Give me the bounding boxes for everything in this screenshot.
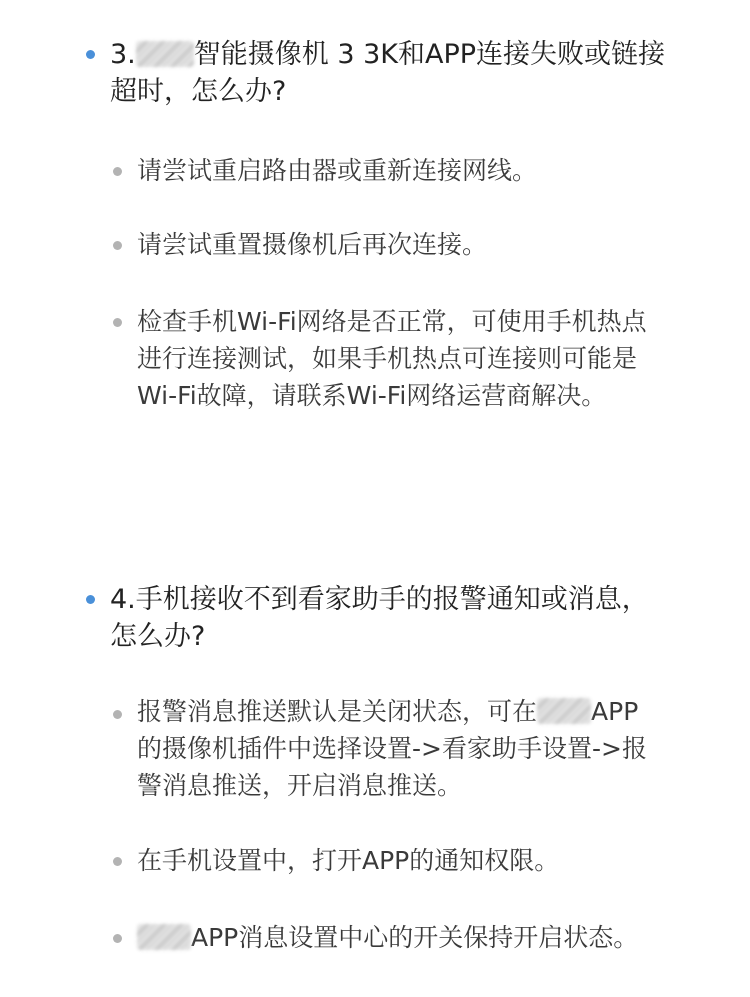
question-bullet-icon bbox=[86, 595, 95, 604]
question-3-number: 3. bbox=[110, 39, 136, 70]
answer-bullet-icon bbox=[113, 710, 122, 719]
answer-bullet-icon bbox=[113, 857, 122, 866]
answer-4-3: APP消息设置中心的开关保持开启状态。 bbox=[137, 919, 657, 956]
answer-4-2: 在手机设置中，打开APP的通知权限。 bbox=[137, 846, 560, 875]
answer-3-1: 请尝试重启路由器或重新连接网线。 bbox=[137, 156, 538, 185]
answer-bullet-icon bbox=[113, 241, 122, 250]
answer-4-1: 报警消息推送默认是关闭状态，可在 APP的摄像机插件中选择设置->看家助手设置->报警消息推送，开启消息推送。 bbox=[137, 697, 647, 800]
answer-bullet-icon bbox=[113, 934, 122, 943]
answer-3-2: 请尝试重置摄像机后再次连接。 bbox=[137, 230, 488, 259]
answer-3-3: 检查手机Wi-Fi网络是否正常，可使用手机热点进行连接测试，如果手机热点可连接则可能是Wi-Fi故障，请联系Wi-Fi网络运营商解决。 bbox=[137, 307, 647, 410]
redacted-brand bbox=[137, 924, 191, 950]
question-4-title: 4.手机接收不到看家助手的报警通知或消息，怎么办? bbox=[110, 584, 649, 652]
question-3-text: 智能摄像机 3 3K和APP连接失败或链接超时，怎么办? bbox=[110, 39, 666, 107]
redacted-brand bbox=[136, 41, 194, 67]
question-bullet-icon bbox=[86, 50, 95, 59]
question-3-title bbox=[110, 36, 670, 110]
answer-bullet-icon bbox=[113, 318, 122, 327]
redacted-brand bbox=[537, 698, 591, 724]
answer-bullet-icon bbox=[113, 167, 122, 176]
